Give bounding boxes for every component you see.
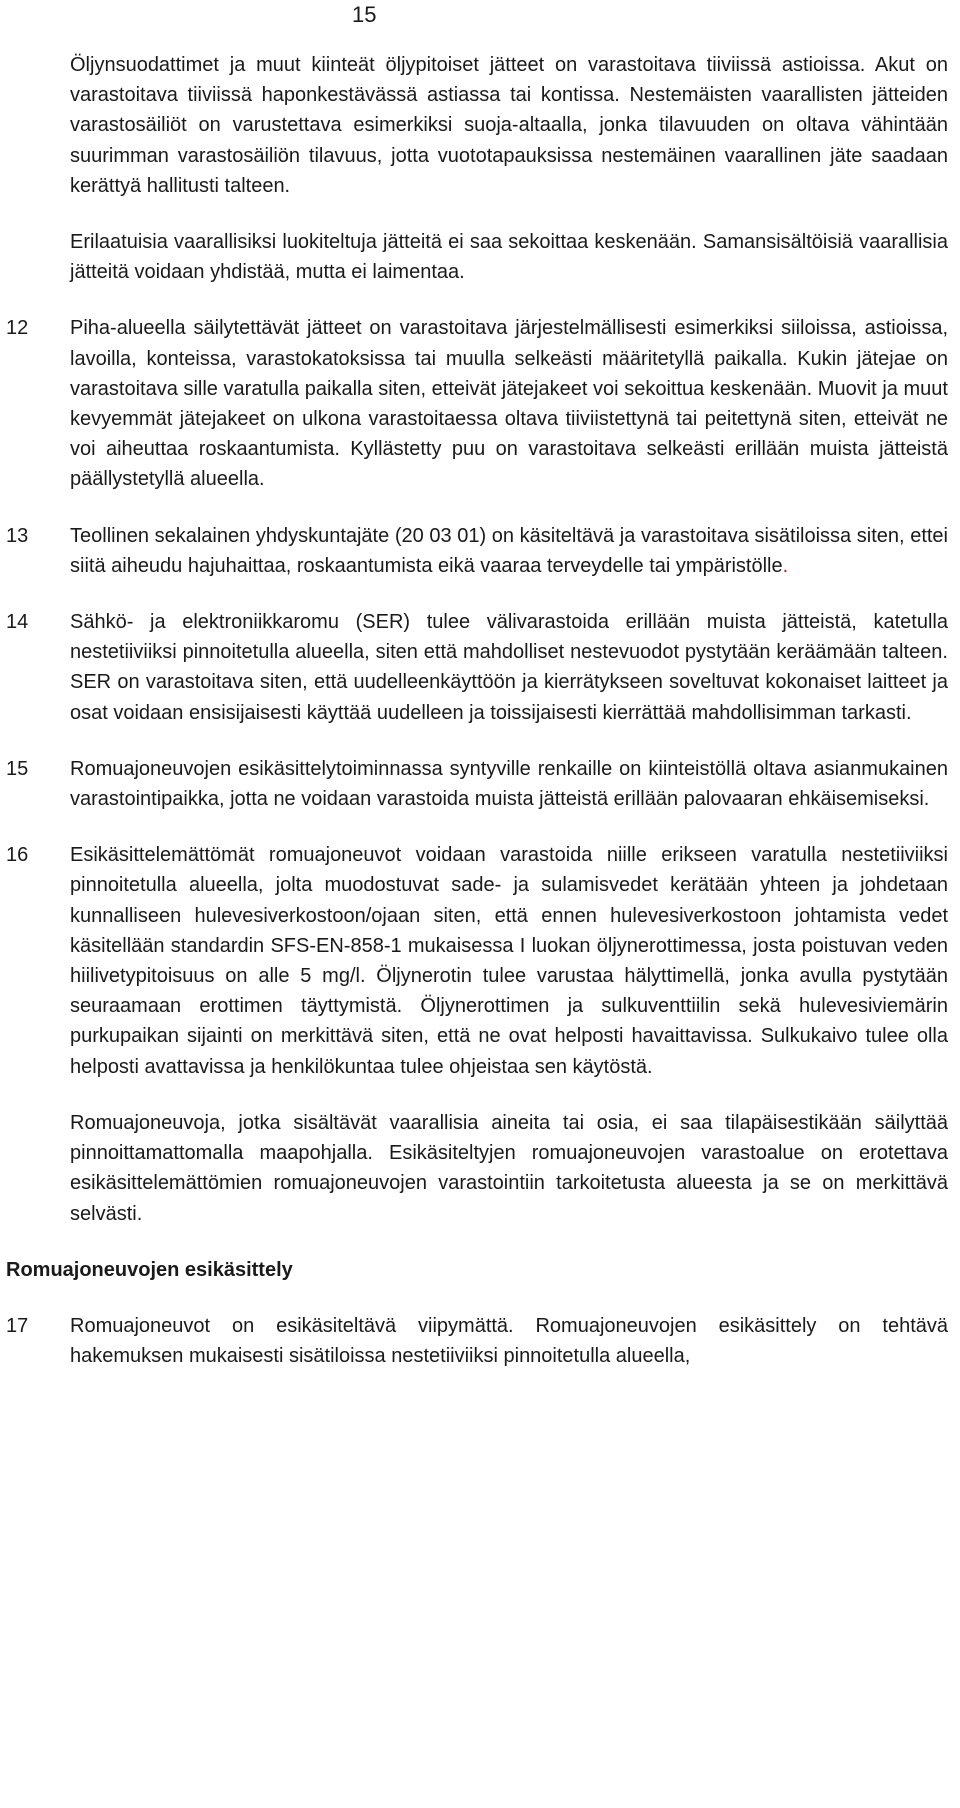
paragraph-text: Romuajoneuvoja, jotka sisältävät vaarallisia aineita tai osia, ei saa tilapäisestikään säilyttää pinnoittamattomalla maapohjalla. Esikäsiteltyjen romuajoneuvojen varastoalue on erotettava esikäsittelemättömien romuajoneuvojen varastointiin tarkoitetusta alueesta ja se on merkittävä selvästi. [70,1111,948,1225]
paragraph-text: Romuajoneuvot on esikäsiteltävä viipymättä. Romuajoneuvojen esikäsittely on tehtävä hakemuksen mukaisesti sisätiloissa nestetiiviiksi pinnoitetulla alueella, [70,1314,948,1367]
paragraph-block [0,1108,960,1229]
paragraph-text: Erilaatuisia vaarallisiksi luokiteltuja jätteitä ei saa sekoittaa keskenään. Samansisältöisiä vaarallisia jätteitä voidaan yhdistää, mutta ei laimentaa. [70,231,948,284]
paragraph-text: Öljynsuodattimet ja muut kiinteät öljypitoiset jätteet on varastoitava tiiviissä astioissa. Akut on varastoitava tiiviissä haponkestävässä astiassa tai kontissa. Nestemäisten vaarallisten jätteiden varastosäiliöt on varustettava esimerkiksi suoja-altaalla, jonka tilavuuden on oltava vähintään suurimman varastosäiliön tilavuus, jotta vuototapauksissa nestemäinen vaarallinen jäte saadaan kerättyä hallitusti talteen. [70,54,948,197]
paragraph-text: Sähkö- ja elektroniikkaromu (SER) tulee välivarastoida erillään muista jättеistä, katetulla nestetiiviiksi pinnoitetulla alueella, siten että mahdolliset nestevuodot pystytään keräämään talteen. SER on varastoitava siten, että uudelleenkäyttöön ja kierrätykseen soveltuvat kokonaiset laitteet ja osat voidaan ensisijaisesti käyttää uudelleen ja toissijaisesti kierrättää mahdollisimman tarkasti. [70,611,948,724]
paragraph-block [0,840,960,1082]
paragraph-block [0,227,960,287]
paragraph-text: Esikäsittelemättömät romuajoneuvot voidaan varastoida niille erikseen varatulla nestetiiviiksi pinnoitetulla alueella, jolta muodostuvat sade- ja sulamisvedet kerätään yhteen ja johdetaan kunnalliseen hulevesiverkostoon/ojaan siten, että ennen hulevesiverkostoon johtamista vedet käsitellään standardin SFS-EN-858-1 mukaisessa I luokan öljynerottimessa, josta poistuvan veden hiilivetypitoisuus on alle 5 mg/l. Öljynerotin tulee varustaa hälyttimellä, jonka avulla pystytään seuraamaan erottimen täyttymistä. Öljynerottimen ja sulkuventtiilin sekä hulevesiviemärin purkupaikan sijainti on merkittävä siten, että ne ovat helposti havaittavissa. Sulkukaivo tulee olla helposti avattavissa ja henkilökuntaa tulee ohjeistaa sen käytöstä. [70,844,948,1078]
section-heading: Romuajoneuvojen esikäsittely [6,1258,293,1281]
paragraph-block [0,521,960,581]
paragraph-block [0,607,960,728]
paragraph-block [0,754,960,814]
paragraph-number: 13 [6,524,29,547]
paragraph-number: 16 [6,844,29,867]
page-number: 15 [352,2,377,27]
paragraph-number: 14 [6,611,29,634]
paragraph-block [0,1311,960,1371]
paragraph-number: 17 [6,1314,29,1337]
paragraph-number: 12 [6,317,29,340]
paragraph-text-main: Teollinen sekalainen yhdyskuntajäte (20 03 01) on käsiteltävä ja varastoitava sisätiloissa siten, ettei siitä aiheudu hajuhaittaa, roskaantumista eikä vaaraa terveydelle tai ympäristölle [70,524,948,577]
paragraph-text: Romuajoneuvojen esikäsittelytoiminnassa syntyville renkaille on kiinteistöllä oltava asianmukainen varastointipaikka, jotta ne voidaan varastoida muista jätteistä erillään palovaaran ehkäisemiseksi. [70,757,948,811]
paragraph-number: 15 [6,757,29,780]
paragraph-block [0,50,960,201]
document-body [0,50,960,1397]
paragraph-text: Piha-alueella säilytettävät jätteet on varastoitava järjestelmällisesti esimerkiksi siiloissa, astioissa, lavoilla, konteissa, varastokatoksissa tai muulla selkeästi määritetyllä paikalla. Kukin jätejae on varastoitava sille varatulla paikalla siten, etteivät jätejakeet voi sekoittua keskenään. Muovit ja muut kevyemmät jätejakeet on ulkona varastoitaessa oltava tiiviistettynä tai peitettynä siten, etteivät ne voi aiheuttaa roskaantumista. Kyllästetty puu on varastoitava selkeästi erillään muista jätteistä päällystetyllä alueella. [70,317,948,491]
paragraph-text [70,521,948,581]
paragraph-block [0,313,960,494]
red-period: . [782,554,789,577]
